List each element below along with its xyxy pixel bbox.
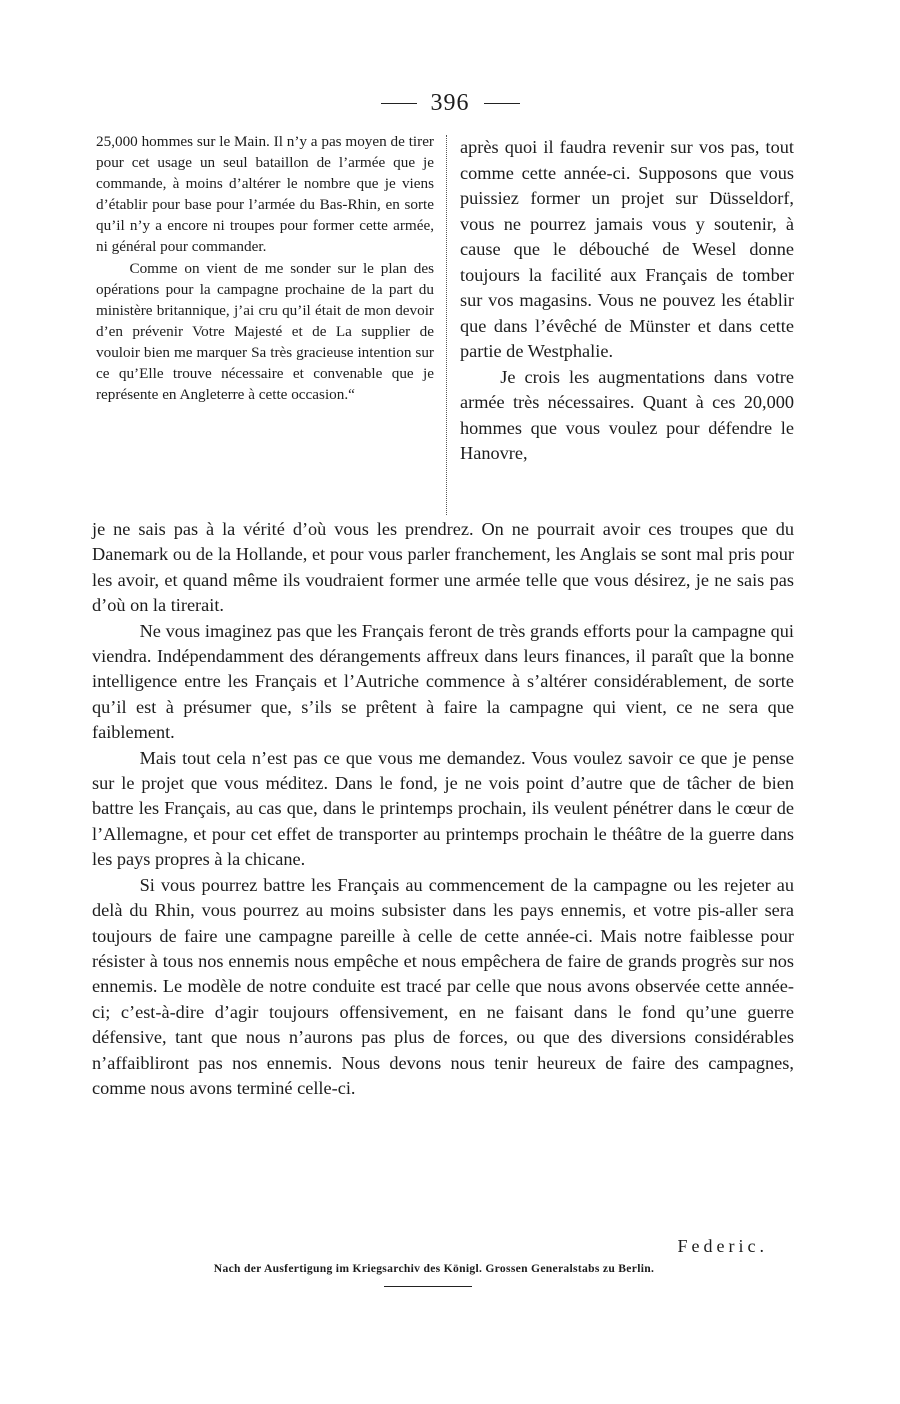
left-column-footnote xyxy=(96,131,434,405)
signature: Federic. xyxy=(677,1236,768,1256)
body-paragraph-2: Ne vous imaginez pas que les Français feront de très grands efforts pour la campagne qui viendra. Indépendamment des dérangements affreux dans leurs finances, il paraît que la bonne intelligence entre les Français et l’Autriche commence à s’altérer considérablement, de sorte qu’il est à présumer que, s’ils se prêtent à faire la campagne qui vient, ce ne sera que faiblement. xyxy=(92,620,794,743)
page-number: 396 xyxy=(430,89,470,116)
column-divider xyxy=(446,135,447,515)
page-header xyxy=(0,86,900,120)
source-note: Nach der Ausfertigung im Kriegsarchiv des Königl. Grossen Generalstabs zu Berlin. xyxy=(213,1262,655,1275)
body-paragraph-1: je ne sais pas à la vérité d’où vous les prendrez. On ne pourrait avoir ces troupes que du Danemark ou de la Hollande, et pour vous parler franchement, les Anglais se sont mal pris pour les avoir, et quand même ils voudraient former une armée telle que vous désirez, je ne sais pas d’où on la tirerait. xyxy=(92,519,794,616)
body-paragraph-3: Mais tout cela n’est pas ce que vous me demandez. Vous voulez savoir ce que je pense sur le projet que vous méditez. Dans le fond, je ne vois point d’autre que de tâcher de bien battre les Français, au cas que, dans le printemps prochain, ils veulent pénétrer dans le cœur de l’Allemagne, et pour cet effet de transporter au printemps prochain le théâtre de la guerre dans les pays propres à la chicane. xyxy=(92,747,794,870)
header-dash-right xyxy=(484,103,520,104)
right-column-text xyxy=(460,135,794,467)
left-paragraph-2: Comme on vient de me sonder sur le plan des opérations pour la campagne prochaine de la part du ministère britannique, j’ai cru qu’il était de mon devoir d’en prévenir Votre Majesté et de La supplier de vouloir bien me marquer Sa très gracieuse intention sur ce qu’Elle trouve nécessaire et convenable que je représente en Angleterre à cette occasion.“ xyxy=(96,259,434,404)
end-rule xyxy=(384,1286,472,1287)
body-paragraph-4: Si vous pourrez battre les Français au commencement de la campagne ou les rejeter au delà du Rhin, vous pourrez au moins subsister dans les pays ennemis, et votre pis-aller sera toujours de faire une campagne pareille à celle de cette année-ci. Mais notre faiblesse pour résister à tous nos ennemis nous empêche et nous empêchera de faire de grands progrès sur nos ennemis. Le modèle de notre conduite est tracé par celle que nous avons observée cette année-ci; c’est-à-dire d’agir toujours offensivement, en ne faisant dans le fond qu’une guerre défensive, tant que nous n’aurons pas plus de forces, ou que des diversions considérables n’affaibliront pas nos ennemis. Nous devons nous tenir heureux de faire des campagnes, comme nous avons terminé celle-ci. xyxy=(92,874,794,1098)
left-paragraph-1: 25,000 hommes sur le Main. Il n’y a pas moyen de tirer pour cet usage un seul bataillon de l’armée que je commande, à moins d’altérer le nombre que je viens d’établir pour base pour l’armée du Bas-Rhin, en sorte qu’il n’y a encore ni troupes pour former cette armée, ni général pour commander. xyxy=(96,133,434,256)
main-body-text xyxy=(92,517,794,1101)
right-paragraph-2: Je crois les augmentations dans votre armée très nécessaires. Quant à ces 20,000 hommes que vous voulez pour défendre le Hanovre, xyxy=(460,366,794,463)
header-dash-left xyxy=(381,103,417,104)
right-paragraph-1: après quoi il faudra revenir sur vos pas, tout comme cette année-ci. Supposons que vous puissiez former un projet sur Düsseldorf, vous ne pourrez jamais vous y soutenir, à cause que le débouché de Wesel donne toujours la facilité aux Français de tomber sur vos magasins. Vous ne pouvez les établir que dans l’évêché de Münster et dans cette partie de Westphalie. xyxy=(460,137,794,361)
